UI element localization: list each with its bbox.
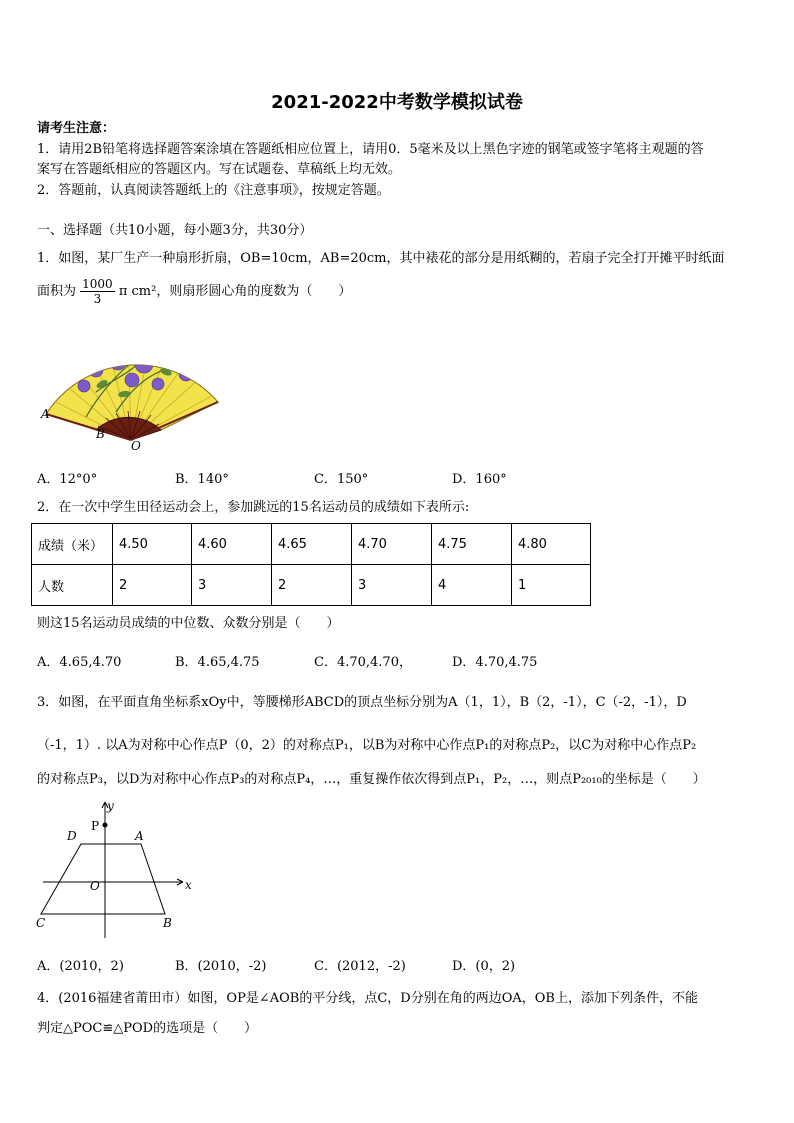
page-title: 2021-2022中考数学模拟试卷 <box>271 92 523 113</box>
q3-stem-line-3: 的对称点P₃，以D为对称中心作点P₃的对称点P₄，…，重复操作依次得到点P₁，P₂，…，则点P₂₀₁₀的坐标是（ ） <box>37 772 706 787</box>
table-cell: 4.75 <box>432 524 512 565</box>
section-heading: 一、选择题（共10小题，每小题3分，共30分） <box>37 223 313 238</box>
q1-prefix: 面积为 <box>37 284 77 299</box>
table-cell: 4 <box>432 565 512 606</box>
table-cell: 3 <box>352 565 432 606</box>
q1-suffix: π cm²，则扇形圆心角的度数为（ ） <box>118 284 352 299</box>
point-p <box>103 823 108 828</box>
q1-option-a[interactable]: A．12°0° <box>37 472 98 487</box>
q2-stem: 2．在一次中学生田径运动会上，参加跳远的15名运动员的成绩如下表所示: <box>37 500 470 515</box>
table-cell: 2 <box>272 565 352 606</box>
q2-option-a[interactable]: A．4.65,4.70 <box>37 655 122 670</box>
label-x: x <box>185 878 192 892</box>
notice-item-2: 2．答题前，认真阅读答题纸上的《注意事项》，按规定答题。 <box>37 183 390 198</box>
q1-option-b[interactable]: B．140° <box>175 472 229 487</box>
table-row <box>32 524 591 565</box>
q1-fraction <box>80 277 115 306</box>
label-c: C <box>36 916 46 930</box>
score-table <box>31 523 591 606</box>
label-p: P <box>91 819 100 833</box>
q3-option-a[interactable]: A．(2010，2) <box>37 959 124 974</box>
q1-option-d[interactable]: D．160° <box>452 472 507 487</box>
q3-option-b[interactable]: B．(2010，-2) <box>175 959 267 974</box>
label-d: D <box>67 829 77 843</box>
q2-option-d[interactable]: D．4.70,4.75 <box>452 655 538 670</box>
fan-label-o: O <box>131 439 141 452</box>
fan-label-a: A <box>41 407 50 421</box>
q1-fraction-numerator: 1000 <box>82 277 113 291</box>
notice-heading: 请考生注意： <box>37 121 116 136</box>
table-header-cell: 人数 <box>32 565 113 606</box>
q4-stem-line-1: 4．(2016福建省莆田市）如图，OP是∠AOB的平分线，点C，D分别在角的两边OA，OB上，添加下列条件，不能 <box>37 991 698 1006</box>
label-y: y <box>107 799 114 813</box>
q1-stem-line-1: 1．如图，某厂生产一种扇形折扇，OB=10cm，AB=20cm，其中裱花的部分是用纸糊的，若扇子完全打开摊平时纸面 <box>37 251 725 266</box>
q4-stem-line-2: 判定△POC≌△POD的选项是（ ） <box>37 1021 258 1036</box>
table-header-cell: 成绩（米） <box>32 524 113 565</box>
table-cell: 2 <box>113 565 192 606</box>
table-row <box>32 565 591 606</box>
fan-label-b: B <box>96 427 105 441</box>
q1-option-c[interactable]: C．150° <box>314 472 369 487</box>
label-o: O <box>90 879 100 893</box>
q2-option-b[interactable]: B．4.65,4.75 <box>175 655 260 670</box>
table-cell: 4.65 <box>272 524 352 565</box>
q2-option-c[interactable]: C．4.70,4.70， <box>314 655 412 670</box>
trapezoid-abcd <box>41 844 165 914</box>
q2-question: 则这15名运动员成绩的中位数、众数分别是（ ） <box>37 616 340 631</box>
table-cell: 4.80 <box>512 524 591 565</box>
q3-stem-line-1: 3．如图，在平面直角坐标系xOy中，等腰梯形ABCD的顶点坐标分别为A（1，1），B（2，-1），C（-2，-1），D <box>37 695 687 710</box>
label-b: B <box>163 916 172 930</box>
table-cell: 3 <box>192 565 272 606</box>
q3-option-c[interactable]: C．(2012，-2) <box>314 959 406 974</box>
notice-item-1-line-1: 1．请用2B铅笔将选择题答案涂填在答题纸相应位置上，请用0．5毫米及以上黑色字迹的钢笔或签字笔将主观题的答 <box>37 142 704 157</box>
label-a: A <box>135 829 144 843</box>
q3-option-d[interactable]: D．(0，2) <box>452 959 516 974</box>
q3-stem-line-2: （-1，1）. 以A为对称中心作点P（0，2）的对称点P₁，以B为对称中心作点P₁的对称点P₂，以C为对称中心作点P₂ <box>37 738 697 753</box>
trapezoid-coordinate-figure <box>35 794 195 940</box>
folding-fan-figure <box>36 322 228 452</box>
table-cell: 1 <box>512 565 591 606</box>
notice-item-1-line-2: 案写在答题纸相应的答题区内。写在试题卷、草稿纸上均无效。 <box>37 162 402 177</box>
table-cell: 4.60 <box>192 524 272 565</box>
q1-fraction-denominator: 3 <box>93 292 102 306</box>
table-cell: 4.70 <box>352 524 432 565</box>
table-cell: 4.50 <box>113 524 192 565</box>
q1-stem-line-2 <box>37 277 351 306</box>
